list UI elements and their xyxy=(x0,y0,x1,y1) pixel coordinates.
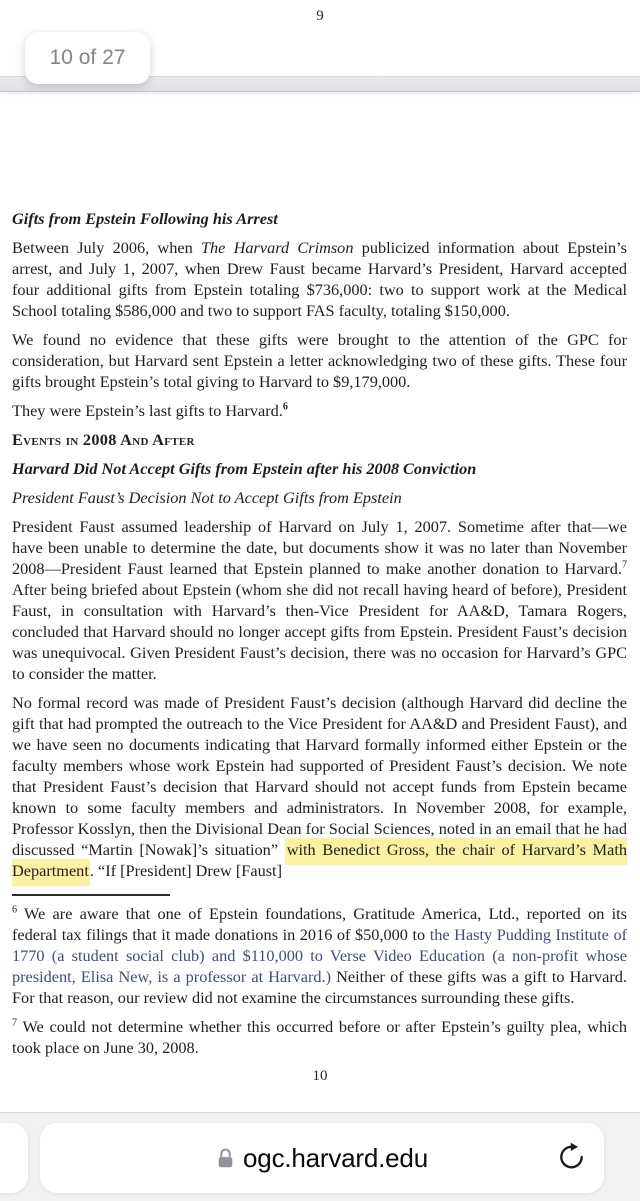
reload-icon xyxy=(556,1141,587,1172)
paragraph xyxy=(12,692,627,881)
text-segment: Between July 2006, when xyxy=(12,238,201,257)
url-text: ogc.harvard.edu xyxy=(243,1142,428,1173)
text-segment: They were Epstein’s last gifts to Harvard. xyxy=(12,401,283,420)
text-segment: After being briefed about Epstein (whom she did not recall having heard of before), President Faust, in consultation with Harvard’s then-Vice President for AA&D, Tamara Rogers, concluded that Harvard should no longer accept gifts from Epstein. President Faust’s decision was unequivocal. Given President Faust’s decision, there was no occasion for Harvard’s GPC to consider the matter. xyxy=(12,580,627,683)
link-text: the Hasty Pudding Institute of 1770 (a student social club) and $110,000 to Verse Video Education (a non-profit whose president, Elisa New, is a professor at Harvard.) xyxy=(12,925,628,986)
superscript-marker: 6 xyxy=(282,401,288,413)
document-body xyxy=(12,208,627,1066)
text-segment: We could not determine whether this occurred before or after Epstein’s guilty plea, which took place on June 30, 2008. xyxy=(12,1017,627,1057)
section-heading-faust-decision: President Faust’s Decision Not to Accept Gifts from Epstein xyxy=(12,488,402,507)
footnote-divider xyxy=(12,894,170,896)
section-heading-conviction: Harvard Did Not Accept Gifts from Epstein after his 2008 Conviction xyxy=(12,459,477,478)
paragraph xyxy=(12,516,627,684)
page-count-badge: 10 of 27 xyxy=(25,32,150,84)
superscript-marker: 7 xyxy=(12,1017,18,1029)
text-segment: publicized information about Epstein’s arrest, and July 1, 2007, when Drew Faust became Harvard’s President, Harvard accepted four additional gifts from Epstein totaling $736,000: two to support work at the Medical School totaling $586,000 and two to support FAS faculty, totaling $150,000. xyxy=(12,238,627,320)
superscript-marker: 6 xyxy=(12,904,18,916)
adjacent-tab-pill[interactable] xyxy=(0,1123,28,1193)
text-segment: We are aware that one of Epstein foundations, Gratitude America, Ltd., reported on its federal tax filings that it made donations in 2016 of $50,000 to xyxy=(12,904,627,944)
footnote-6 xyxy=(12,903,627,1008)
bottom-toolbar xyxy=(0,1112,640,1201)
italic-text: The Harvard Crimson xyxy=(200,238,354,257)
lock-icon xyxy=(216,1147,235,1169)
text-segment: We found no evidence that these gifts were brought to the attention of the GPC for consideration, but Harvard sent Epstein a letter acknowledging two of these gifts. These four gifts brought Epstein’s total giving to Harvard to $9,179,000. xyxy=(12,330,627,391)
page-number-9: 9 xyxy=(316,8,324,24)
page-number-10: 10 xyxy=(312,1068,328,1084)
paragraph xyxy=(12,329,627,392)
text-segment: Neither of these gifts was a gift to Harvard. For that reason, our review did not examine the circumstances surrounding these gifts. xyxy=(12,967,627,1007)
superscript-marker: 7 xyxy=(621,559,627,571)
section-heading-events: Events in 2008 And After xyxy=(12,430,195,449)
reload-button[interactable] xyxy=(554,1141,588,1175)
text-segment: . “If [President] Drew [Faust] xyxy=(89,861,283,880)
highlight-span: with Benedict Gross, the chair of Harvard’s Math Department xyxy=(12,838,627,886)
paragraph xyxy=(12,237,627,321)
text-segment: President Faust assumed leadership of Harvard on July 1, 2007. Sometime after that—we have been unable to determine the date, but documents show it was no later than November 2008—President Faust learned that Epstein planned to make another donation to Harvard. xyxy=(12,517,627,578)
paragraph xyxy=(12,400,627,421)
footnote-7 xyxy=(12,1016,627,1058)
section-heading-gifts: Gifts from Epstein Following his Arrest xyxy=(12,209,278,228)
text-segment: No formal record was made of President Faust’s decision (although Harvard did decline the gift that had prompted the outreach to the Vice President for AA&D and President Faust), and we have seen no documents indicating that Harvard formally informed either Epstein or the faculty members whose work Epstein had supported of President Faust’s decision. We note that President Faust’s decision that Harvard should not accept funds from Epstein became known to some faculty members and administrators. In November 2008, for example, Professor Kosslyn, then the Divisional Dean for Social Sciences, noted in an email that he had discussed “Martin [Nowak]’s situation” xyxy=(12,693,627,859)
address-bar[interactable] xyxy=(40,1123,604,1193)
